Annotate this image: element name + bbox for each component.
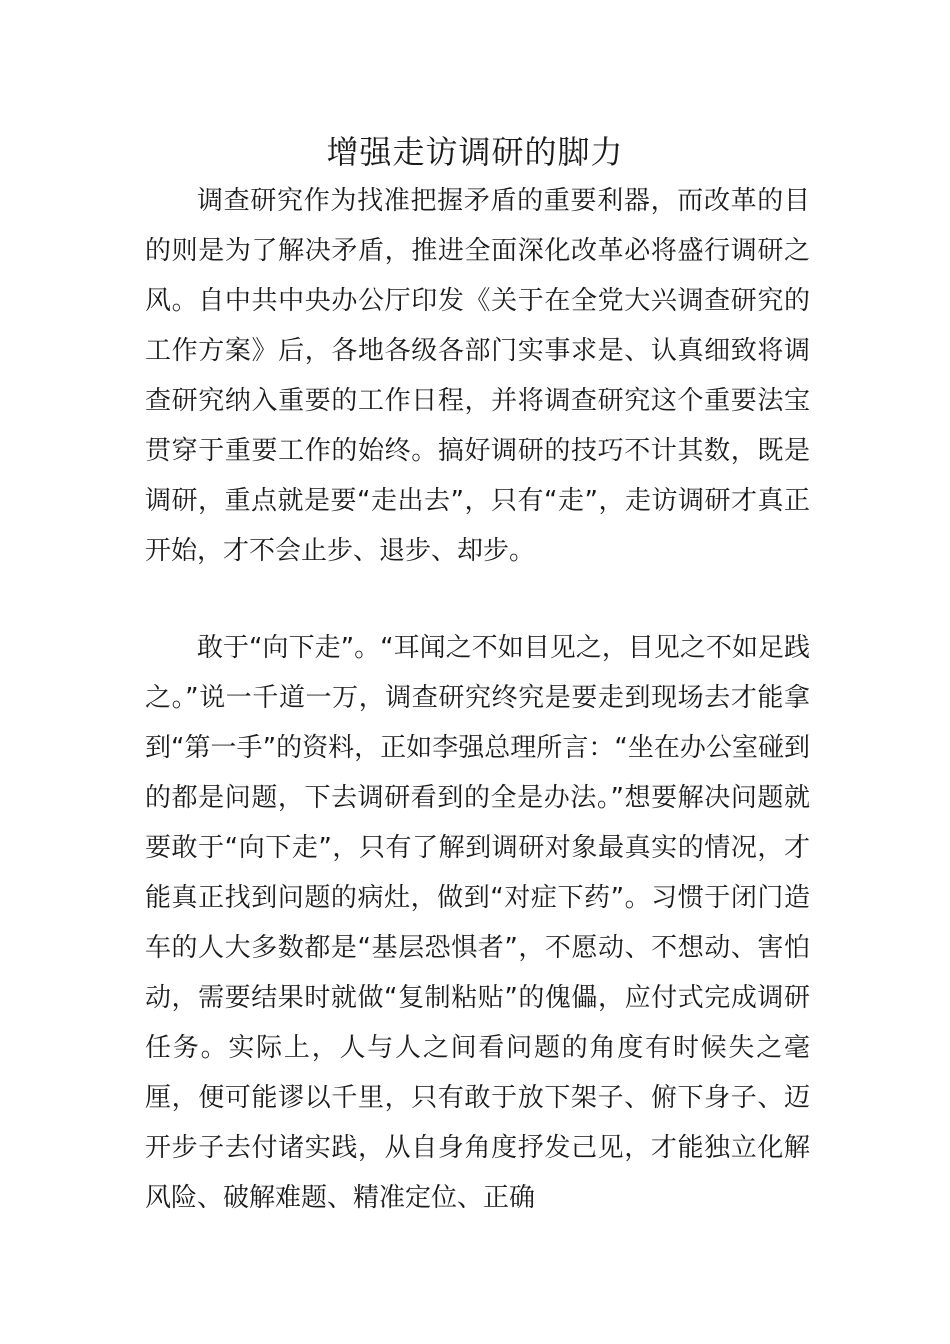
body-paragraph-1: 调查研究作为找准把握矛盾的重要利器，而改革的目的则是为了解决矛盾，推进全面深化改革必将盛行调研之风。自中共中央办公厅印发《关于在全党大兴调查研究的工作方案》后，各地各级各部门实事求是、认真细致将调查研究纳入重要的工作日程，并将调查研究这个重要法宝贯穿于重要工作的始终。搞好调研的技巧不计其数，既是调研，重点就是要“走出去”，只有“走”，走访调研才真正开始，才不会止步、退步、却步。: [145, 186, 810, 566]
document-title: 增强走访调研的脚力: [326, 133, 624, 171]
body-paragraph-2: 敢于“向下走”。“耳闻之不如目见之，目见之不如足践之。”说一千道一万，调查研究终究是要走到现场去才能拿到“第一手”的资料，正如李强总理所言：“坐在办公室碰到的都是问题，下去调研看到的全是办法。”想要解决问题就要敢于“向下走”，只有了解到调研对象最真实的情况，才能真正找到问题的病灶，做到“对症下药”。习惯于闭门造车的人大多数都是“基层恐惧者”，不愿动、不想动、害怕动，需要结果时就做“复制粘贴”的傀儡，应付式完成调研任务。实际上，人与人之间看问题的角度有时候失之毫厘，便可能谬以千里，只有敢于放下架子、俯下身子、迈开步子去付诸实践，从自身角度抒发己见，才能独立化解风险、破解难题、精准定位、正确: [145, 633, 810, 1213]
